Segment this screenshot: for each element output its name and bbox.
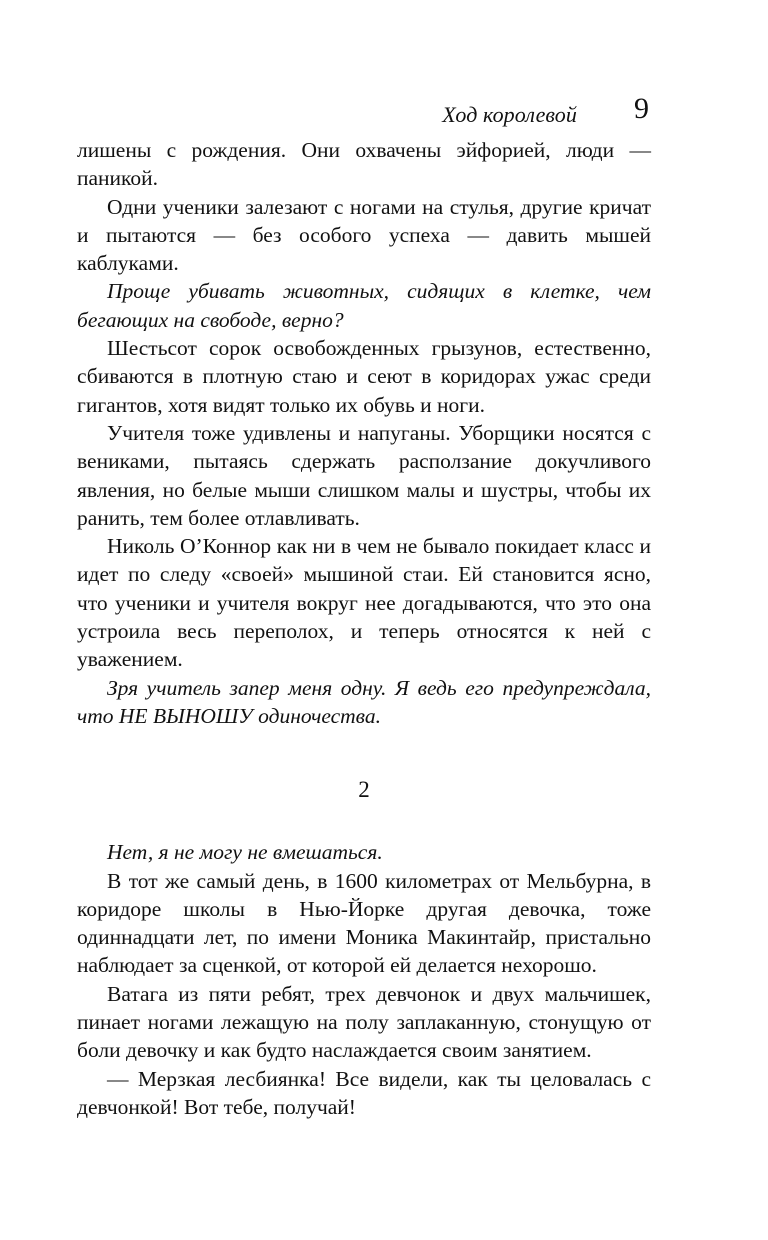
book-page [77, 92, 651, 1121]
paragraph-2: Одни ученики залезают с ногами на стулья, другие кричат и пытаются — без особого успеха — давить мышей каблуками. [77, 194, 651, 276]
page-number: 9 [634, 92, 649, 125]
paragraph-5: Учителя тоже удивлены и напуганы. Уборщики носятся с вениками, пытаясь сдержать расползание докучливого явления, но белые мыши слишком малы и шустры, чтобы их ранить, тем более отлавливать. [77, 420, 651, 530]
paragraph-8-italic: Нет, я не могу не вмешаться. [107, 840, 383, 865]
running-title: Ход королевой [442, 102, 577, 127]
running-head [77, 92, 651, 136]
chapter-number: 2 [358, 777, 370, 803]
paragraph-6: Николь О’Коннор как ни в чем не бывало покидает класс и идет по следу «своей» мышиной стаи. Ей становится ясно, что ученики и учителя вокруг нее догадываются, что это она устроила весь переполох, и теперь относятся к ней с уважением. [77, 534, 651, 672]
paragraph-4: Шестьсот сорок освобожденных грызунов, естественно, сбиваются в плотную стаю и сеют в коридорах ужас среди гигантов, хотя видят только их обувь и ноги. [77, 336, 651, 417]
paragraph-7-italic: Зря учитель запер меня одну. Я ведь его предупреждала, что НЕ ВЫНОШУ одиночества. [77, 675, 651, 728]
text-block-before [77, 136, 651, 730]
paragraph-10: Ватага из пяти ребят, трех девчонок и двух мальчишек, пинает ногами лежащую на полу заплаканную, стонущую от боли девочку и как будто наслаждается своим занятием. [77, 981, 651, 1063]
text-block-after [77, 838, 651, 1121]
paragraph-9: В тот же самый день, в 1600 километрах от Мельбурна, в коридоре школы в Нью-Йорке другая девочка, тоже одиннадцати лет, по имени Моника Макинтайр, пристально наблюдает за сценкой, от которой ей делается нехорошо. [77, 868, 651, 978]
paragraph-3-italic: Проще убивать животных, сидящих в клетке, чем бегающих на свободе, верно? [77, 279, 651, 332]
paragraph-11-dialogue: — Мерзкая лесбиянка! Все видели, как ты целовалась с девчонкой! Вот тебе, получай! [77, 1066, 651, 1119]
paragraph-1: лишены с рождения. Они охвачены эйфорией, люди — паникой. [77, 138, 651, 191]
